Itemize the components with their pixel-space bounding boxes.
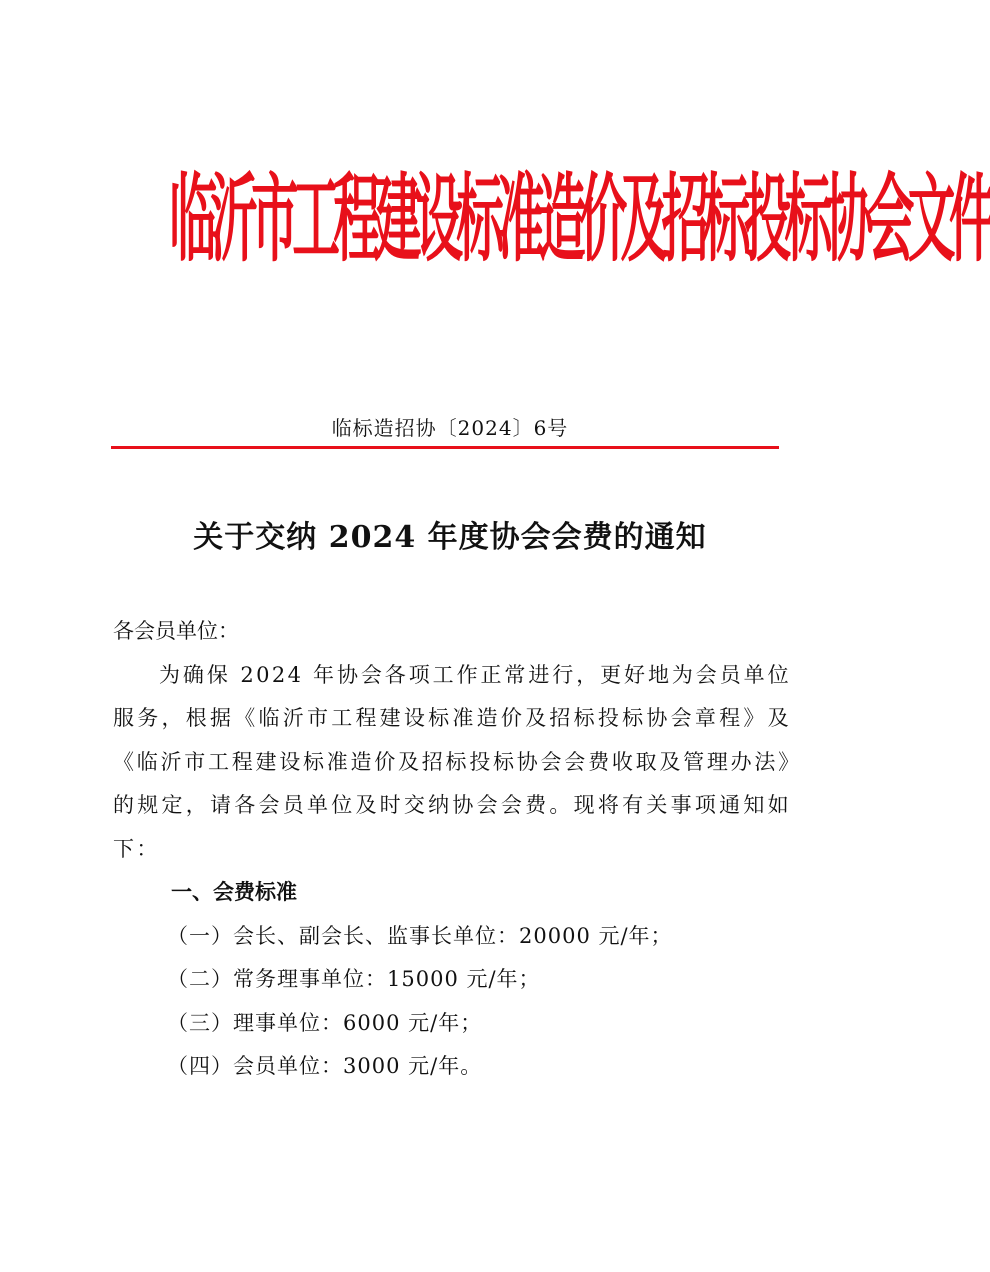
fee-item-director: （三）理事单位：6000 元/年； — [167, 1010, 483, 1035]
notice-body — [113, 610, 791, 1089]
fee-item-president: （一）会长、副会长、监事长单位：20000 元/年； — [167, 923, 673, 948]
intro-paragraph: 为确保 2024 年协会各项工作正常进行，更好地为会员单位服务，根据《临沂市工程建设标准造价及招标投标协会章程》及《临沂市工程建设标准造价及招标投标协会会费收取及管理办法》的规定，请各会员单位及时交纳协会会费。现将有关事项通知如下： — [113, 662, 791, 861]
salutation: 各会员单位： — [113, 619, 239, 643]
notice-title: 关于交纳 2024 年度协会会费的通知 — [193, 520, 707, 555]
fee-item-member: （四）会员单位：3000 元/年。 — [167, 1054, 483, 1078]
fee-item-standing-director: （二）常务理事单位：15000 元/年； — [167, 967, 541, 991]
red-divider-line — [111, 446, 779, 449]
document-number: 临标造招协〔2024〕6号 — [331, 416, 569, 440]
section-heading-fee-standard: 一、会费标准 — [171, 880, 297, 904]
document-masthead: 临沂市工程建设标准造价及招标投标协会文件 — [169, 163, 990, 276]
